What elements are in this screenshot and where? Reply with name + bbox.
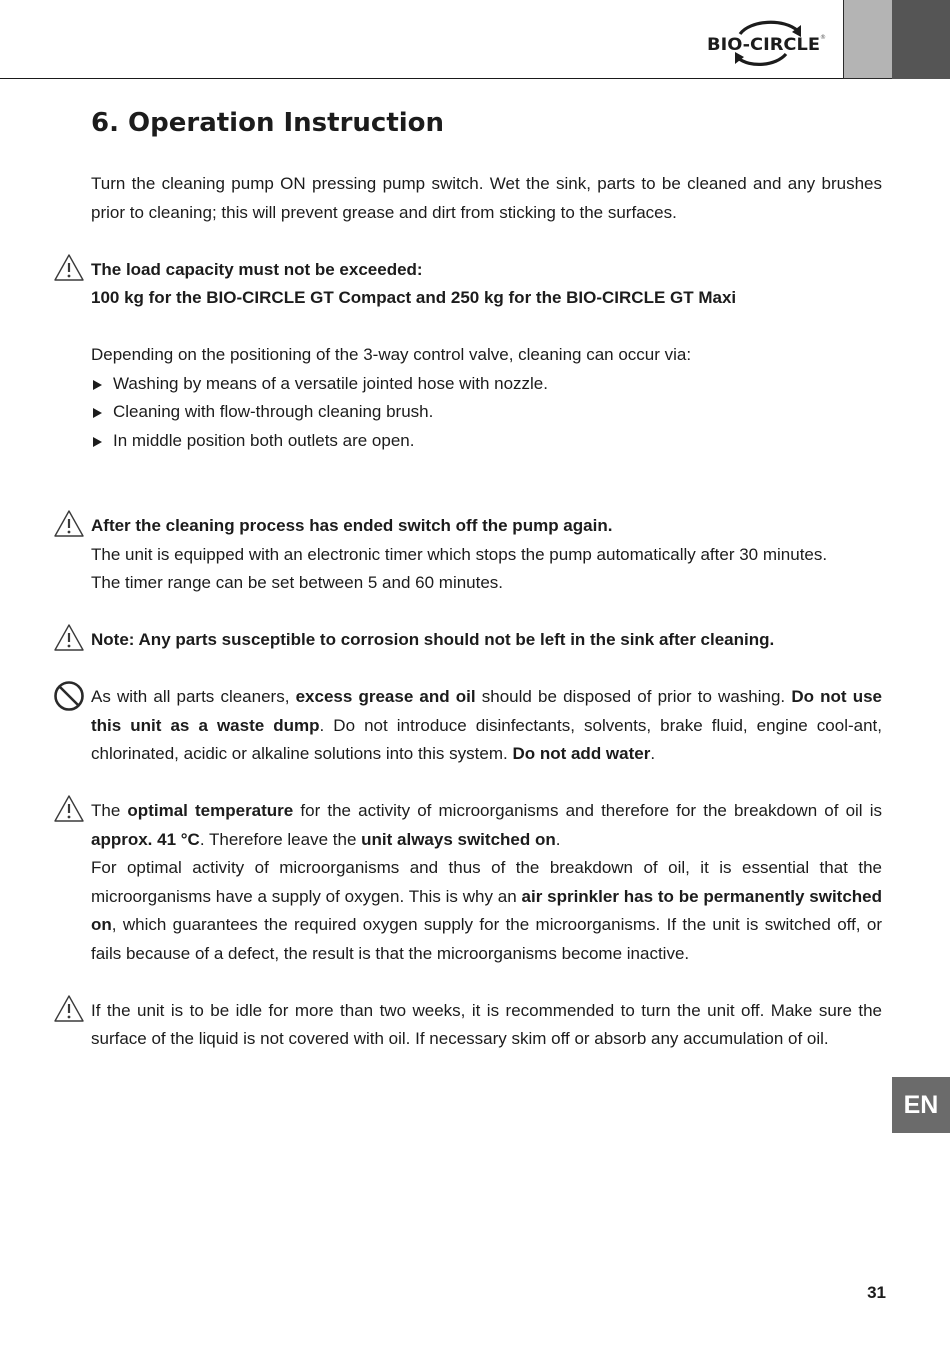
warning-triangle-icon bbox=[53, 794, 85, 826]
bullet-arrow-icon bbox=[93, 437, 102, 447]
load-capacity-section bbox=[91, 256, 882, 313]
list-item: In middle position both outlets are open. bbox=[91, 427, 882, 456]
load-warning-line2: 100 kg for the BIO-CIRCLE GT Compact and 250 kg for the BIO-CIRCLE GT Maxi bbox=[91, 288, 737, 307]
list-item: Washing by means of a versatile jointed hose with nozzle. bbox=[91, 370, 882, 399]
temperature-section bbox=[91, 797, 882, 968]
warning-triangle-icon bbox=[53, 253, 85, 285]
language-tab[interactable]: EN bbox=[892, 1077, 950, 1133]
content-body bbox=[91, 170, 882, 1054]
corrosion-note: Note: Any parts susceptible to corrosion should not be left in the sink after cleaning. bbox=[91, 630, 775, 649]
timer-range: The timer range can be set between 5 and 60 minutes. bbox=[91, 573, 504, 592]
prohibition-icon bbox=[53, 680, 85, 712]
registered-mark: ® bbox=[820, 34, 826, 41]
page-number: 31 bbox=[867, 1283, 886, 1302]
prohibition-paragraph: As with all parts cleaners, excess grease and oil should be disposed of prior to washing. Do not use this unit as a waste dump. Do not introduce disinfectants, solvents, brake fluid, engine cool-ant, chlorinated, acidic or alkaline solutions into this system. Do not add water. bbox=[91, 687, 882, 763]
bullet-arrow-icon bbox=[93, 408, 102, 418]
page-title: 6. Operation Instruction bbox=[91, 108, 445, 138]
idle-section bbox=[91, 997, 882, 1054]
oxygen-paragraph: For optimal activity of microorganisms and thus of the breakdown of oil, it is essential that the microorganisms have a supply of oxygen. This is why an air sprinkler has to be permanently switched on, which guarantees the required oxygen supply for the microorganisms. If the unit is switched off, or fails because of a defect, the result is that the microorganisms become inactive. bbox=[91, 858, 883, 963]
bullet-arrow-icon bbox=[93, 380, 102, 390]
load-warning-line1: The load capacity must not be exceeded: bbox=[91, 259, 423, 279]
warning-triangle-icon bbox=[53, 509, 85, 541]
header-tab-light bbox=[843, 0, 892, 79]
prohibition-section bbox=[91, 683, 882, 769]
list-item: Cleaning with flow-through cleaning brush. bbox=[91, 398, 882, 427]
logo-text: BIO-CIRCLE bbox=[707, 35, 820, 54]
warning-triangle-icon bbox=[53, 994, 85, 1026]
header-tab-dark bbox=[892, 0, 950, 79]
valve-options-list bbox=[91, 370, 882, 456]
after-cleaning-warning: After the cleaning process has ended switch off the pump again. bbox=[91, 516, 613, 535]
header-divider bbox=[0, 78, 892, 79]
idle-paragraph: If the unit is to be idle for more than two weeks, it is recommended to turn the unit off. Make sure the surface of the liquid is not covered with oil. If necessary skim off or absorb any accumulation of oil. bbox=[91, 1000, 882, 1048]
valve-lead: Depending on the positioning of the 3-way control valve, cleaning can occur via: bbox=[91, 345, 692, 364]
warning-triangle-icon bbox=[53, 623, 85, 655]
after-cleaning-section bbox=[91, 512, 882, 598]
timer-info: The unit is equipped with an electronic timer which stops the pump automatically after 30 minutes. bbox=[91, 544, 828, 564]
bio-circle-logo bbox=[700, 14, 830, 70]
corrosion-note-section bbox=[91, 626, 882, 655]
valve-section bbox=[91, 341, 882, 455]
temperature-paragraph: The optimal temperature for the activity of microorganisms and therefore for the breakdown of oil is approx. 41 °C. Therefore leave the unit always switched on. bbox=[91, 801, 882, 849]
intro-paragraph: Turn the cleaning pump ON pressing pump switch. Wet the sink, parts to be cleaned and any brushes prior to cleaning; this will prevent grease and dirt from sticking to the surfaces. bbox=[91, 174, 882, 222]
